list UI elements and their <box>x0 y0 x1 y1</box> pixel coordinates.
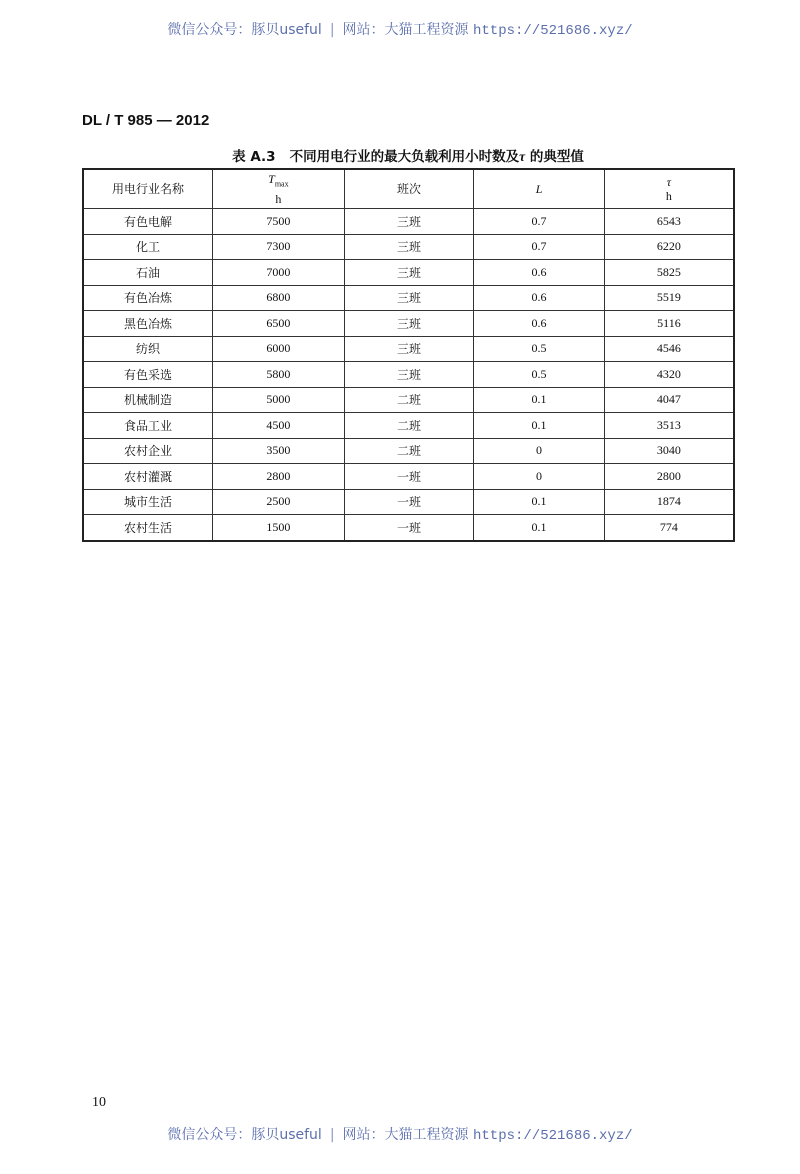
cell-industry: 有色采选 <box>83 362 213 388</box>
cell-tmax: 6500 <box>213 311 345 337</box>
cell-industry: 农村生活 <box>83 515 213 541</box>
table-row <box>83 209 734 235</box>
tmax-unit: h <box>275 191 282 206</box>
table-row <box>83 413 734 439</box>
cell-shift: 一班 <box>344 515 474 541</box>
cell-industry: 纺织 <box>83 336 213 362</box>
cell-tmax: 2800 <box>213 464 345 490</box>
cell-industry: 石油 <box>83 260 213 286</box>
cell-industry: 食品工业 <box>83 413 213 439</box>
table-row <box>83 438 734 464</box>
page-number: 10 <box>92 1095 106 1110</box>
table-title <box>0 145 800 165</box>
watermark-url[interactable]: https://521686.xyz/ <box>473 1128 633 1144</box>
table-title-suffix: 的典型值 <box>529 149 584 165</box>
watermark-separator: | <box>329 1127 335 1143</box>
col-header-tau <box>604 169 734 209</box>
tau-header-symbol: τ <box>666 175 672 189</box>
table-row <box>83 362 734 388</box>
cell-industry: 机械制造 <box>83 387 213 413</box>
col-header-industry: 用电行业名称 <box>83 169 213 209</box>
cell-L: 0.7 <box>474 209 605 235</box>
cell-L: 0.6 <box>474 311 605 337</box>
watermark-url[interactable]: https://521686.xyz/ <box>473 23 633 39</box>
cell-tau: 1874 <box>604 489 734 515</box>
cell-shift: 二班 <box>344 438 474 464</box>
cell-tau: 6220 <box>604 234 734 260</box>
table-row <box>83 260 734 286</box>
cell-tau: 5116 <box>604 311 734 337</box>
table-row <box>83 387 734 413</box>
L-symbol: L <box>535 182 543 196</box>
cell-tmax: 7500 <box>213 209 345 235</box>
cell-tmax: 6000 <box>213 336 345 362</box>
cell-shift: 三班 <box>344 234 474 260</box>
cell-shift: 三班 <box>344 311 474 337</box>
table-row <box>83 311 734 337</box>
cell-tau: 4546 <box>604 336 734 362</box>
watermark-top <box>0 19 800 39</box>
table-row <box>83 336 734 362</box>
cell-tmax: 1500 <box>213 515 345 541</box>
cell-industry: 农村灌溉 <box>83 464 213 490</box>
cell-L: 0.1 <box>474 387 605 413</box>
cell-tau: 4320 <box>604 362 734 388</box>
cell-tmax: 7300 <box>213 234 345 260</box>
cell-L: 0 <box>474 464 605 490</box>
cell-shift: 三班 <box>344 260 474 286</box>
table-row <box>83 515 734 541</box>
cell-tmax: 7000 <box>213 260 345 286</box>
col-header-tmax <box>213 169 345 209</box>
cell-shift: 一班 <box>344 464 474 490</box>
cell-industry: 化工 <box>83 234 213 260</box>
tmax-symbol: T <box>268 172 275 187</box>
col-header-L <box>474 169 605 209</box>
cell-tmax: 2500 <box>213 489 345 515</box>
cell-tau: 6543 <box>604 209 734 235</box>
cell-tmax: 3500 <box>213 438 345 464</box>
watermark-site: 网站：大猫工程资源 <box>342 22 469 38</box>
cell-L: 0.7 <box>474 234 605 260</box>
cell-tau: 5825 <box>604 260 734 286</box>
table-row <box>83 285 734 311</box>
table-header-row <box>83 169 734 209</box>
cell-tmax: 5800 <box>213 362 345 388</box>
tmax-subscript: max <box>274 179 289 189</box>
table-row <box>83 234 734 260</box>
data-table <box>82 168 735 542</box>
cell-L: 0.1 <box>474 413 605 439</box>
cell-industry: 有色电解 <box>83 209 213 235</box>
cell-tmax: 6800 <box>213 285 345 311</box>
cell-industry: 农村企业 <box>83 438 213 464</box>
cell-tau: 5519 <box>604 285 734 311</box>
watermark-wechat: 微信公众号：豚贝useful <box>167 1127 322 1143</box>
cell-L: 0 <box>474 438 605 464</box>
cell-L: 0.5 <box>474 336 605 362</box>
cell-tau: 2800 <box>604 464 734 490</box>
watermark-separator: | <box>329 22 335 38</box>
cell-industry: 城市生活 <box>83 489 213 515</box>
cell-tau: 3040 <box>604 438 734 464</box>
table-row <box>83 489 734 515</box>
cell-tau: 774 <box>604 515 734 541</box>
table-number: 表 A.3 <box>232 149 276 165</box>
cell-shift: 三班 <box>344 336 474 362</box>
col-header-shift: 班次 <box>344 169 474 209</box>
cell-shift: 一班 <box>344 489 474 515</box>
watermark-site: 网站：大猫工程资源 <box>342 1127 469 1143</box>
cell-tau: 3513 <box>604 413 734 439</box>
cell-industry: 黑色冶炼 <box>83 311 213 337</box>
cell-shift: 三班 <box>344 285 474 311</box>
cell-shift: 二班 <box>344 413 474 439</box>
cell-shift: 二班 <box>344 387 474 413</box>
table-row <box>83 464 734 490</box>
cell-shift: 三班 <box>344 209 474 235</box>
tau-unit: h <box>665 189 672 203</box>
cell-L: 0.1 <box>474 515 605 541</box>
cell-shift: 三班 <box>344 362 474 388</box>
cell-tmax: 4500 <box>213 413 345 439</box>
cell-L: 0.5 <box>474 362 605 388</box>
cell-tmax: 5000 <box>213 387 345 413</box>
table-title-text: 不同用电行业的最大负载利用小时数及 <box>289 149 520 165</box>
cell-tau: 4047 <box>604 387 734 413</box>
tau-symbol: τ <box>519 149 526 164</box>
standard-number: DL / T 985 — 2012 <box>82 112 210 129</box>
cell-L: 0.1 <box>474 489 605 515</box>
watermark-bottom <box>0 1124 800 1144</box>
cell-L: 0.6 <box>474 285 605 311</box>
cell-L: 0.6 <box>474 260 605 286</box>
cell-industry: 有色冶炼 <box>83 285 213 311</box>
watermark-wechat: 微信公众号：豚贝useful <box>167 22 322 38</box>
